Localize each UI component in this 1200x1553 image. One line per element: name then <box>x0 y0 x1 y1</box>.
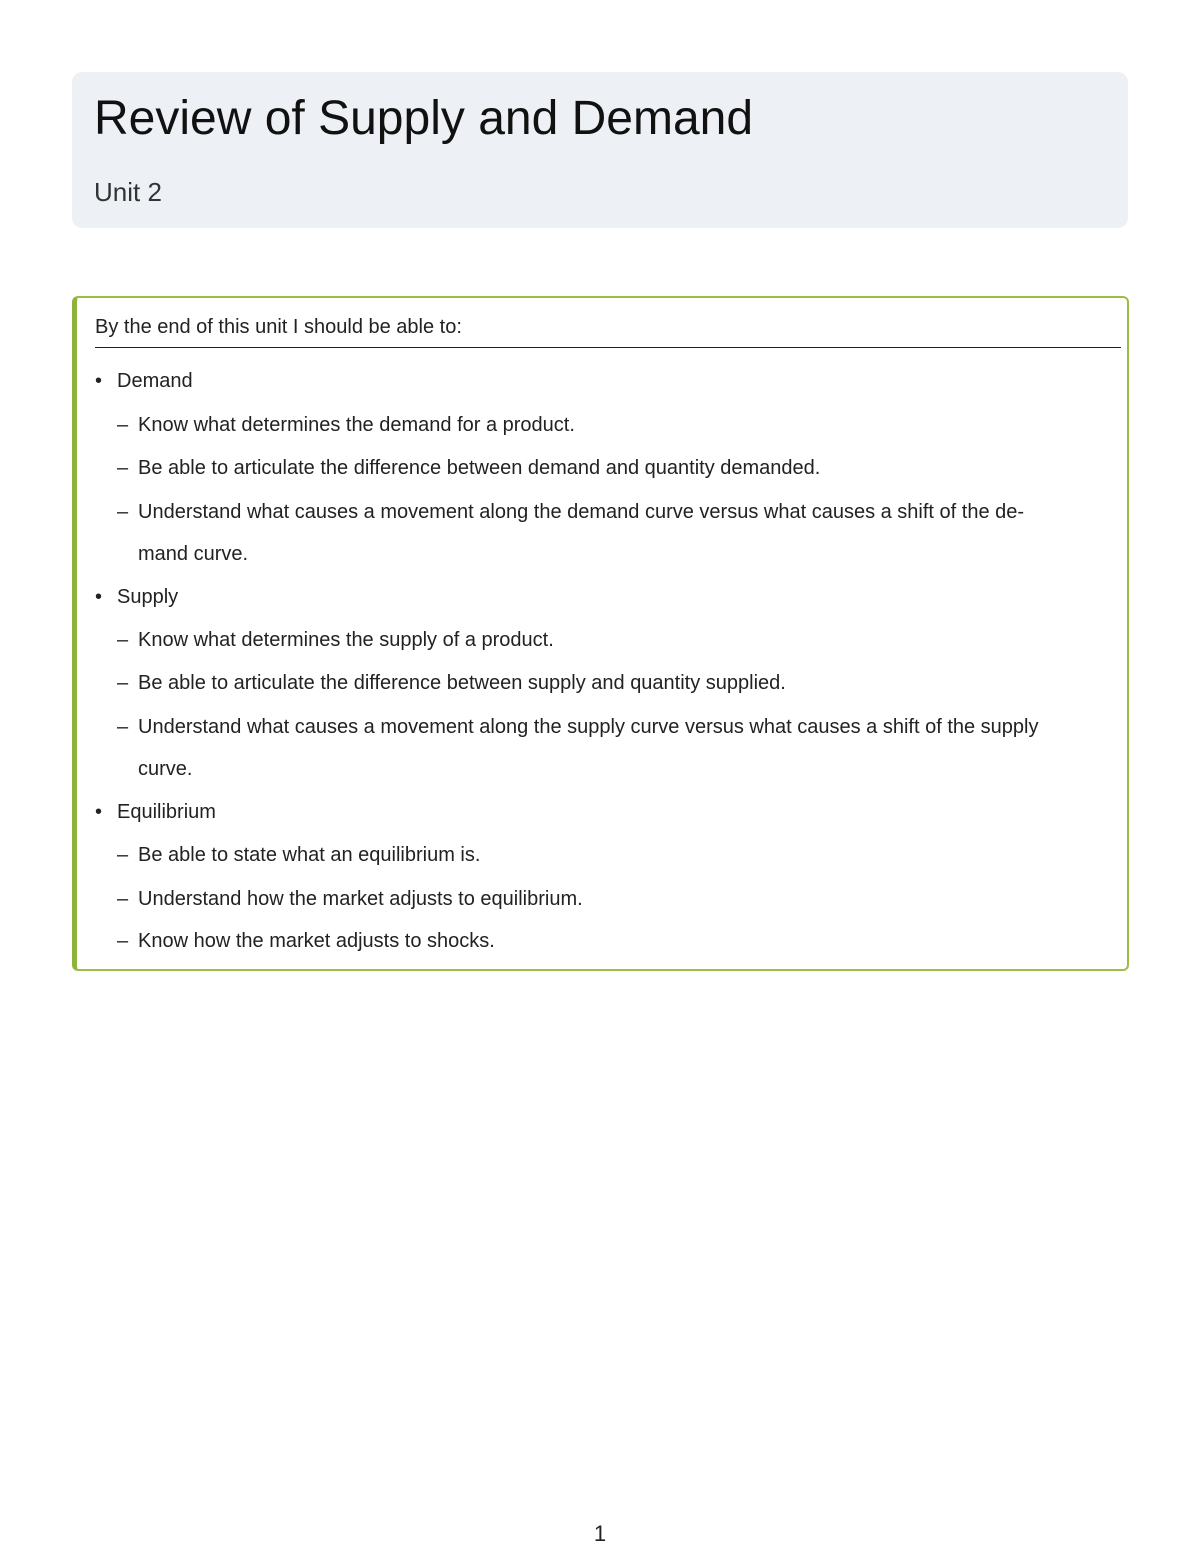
title-banner <box>72 72 1128 228</box>
list-item <box>117 412 575 438</box>
section-label: Demand <box>117 370 193 392</box>
section-heading <box>95 368 193 394</box>
dash-marker: – <box>117 501 129 523</box>
bullet-marker: • <box>95 370 103 392</box>
dash-marker: – <box>117 930 129 952</box>
dash-marker: – <box>117 844 129 866</box>
dash-marker: – <box>117 414 129 436</box>
list-item <box>117 928 495 954</box>
section-label: Supply <box>117 586 179 608</box>
dash-marker: – <box>117 716 129 738</box>
section-heading <box>95 584 178 610</box>
list-item <box>117 670 786 696</box>
list-item <box>117 886 583 912</box>
document-title: Review of Supply and Demand <box>94 92 754 145</box>
dash-marker: – <box>117 457 129 479</box>
list-item-text: Understand what causes a movement along the supply curve versus what causes a shift of the supply <box>138 716 1039 738</box>
list-item-continuation: mand curve. <box>138 543 249 565</box>
list-item <box>117 714 1039 740</box>
bullet-marker: • <box>95 801 103 823</box>
list-item-text: Know what determines the supply of a product. <box>138 629 554 651</box>
list-item-text: Be able to articulate the difference between demand and quantity demanded. <box>138 457 821 479</box>
dash-marker: – <box>117 629 129 651</box>
list-item-continuation: curve. <box>138 758 193 780</box>
objectives-heading: By the end of this unit I should be able to: <box>95 312 1121 348</box>
list-item-text: Know how the market adjusts to shocks. <box>138 930 495 952</box>
list-item-text: Understand how the market adjusts to equilibrium. <box>138 888 583 910</box>
list-item-text: Understand what causes a movement along the demand curve versus what causes a shift of the de- <box>138 501 1025 523</box>
page-number: 1 <box>593 1521 607 1546</box>
list-item <box>117 499 1024 525</box>
list-item-text: Be able to state what an equilibrium is. <box>138 844 481 866</box>
dash-marker: – <box>117 672 129 694</box>
list-item <box>117 627 554 653</box>
list-item <box>117 455 820 481</box>
section-label: Equilibrium <box>117 801 216 823</box>
dash-marker: – <box>117 888 129 910</box>
list-item-text: Know what determines the demand for a product. <box>138 414 575 436</box>
list-item-text: Be able to articulate the difference between supply and quantity supplied. <box>138 672 786 694</box>
section-heading <box>95 799 216 825</box>
learning-objectives-box <box>72 296 1129 971</box>
bullet-marker: • <box>95 586 103 608</box>
list-item <box>117 842 480 868</box>
document-subtitle: Unit 2 <box>94 177 162 207</box>
